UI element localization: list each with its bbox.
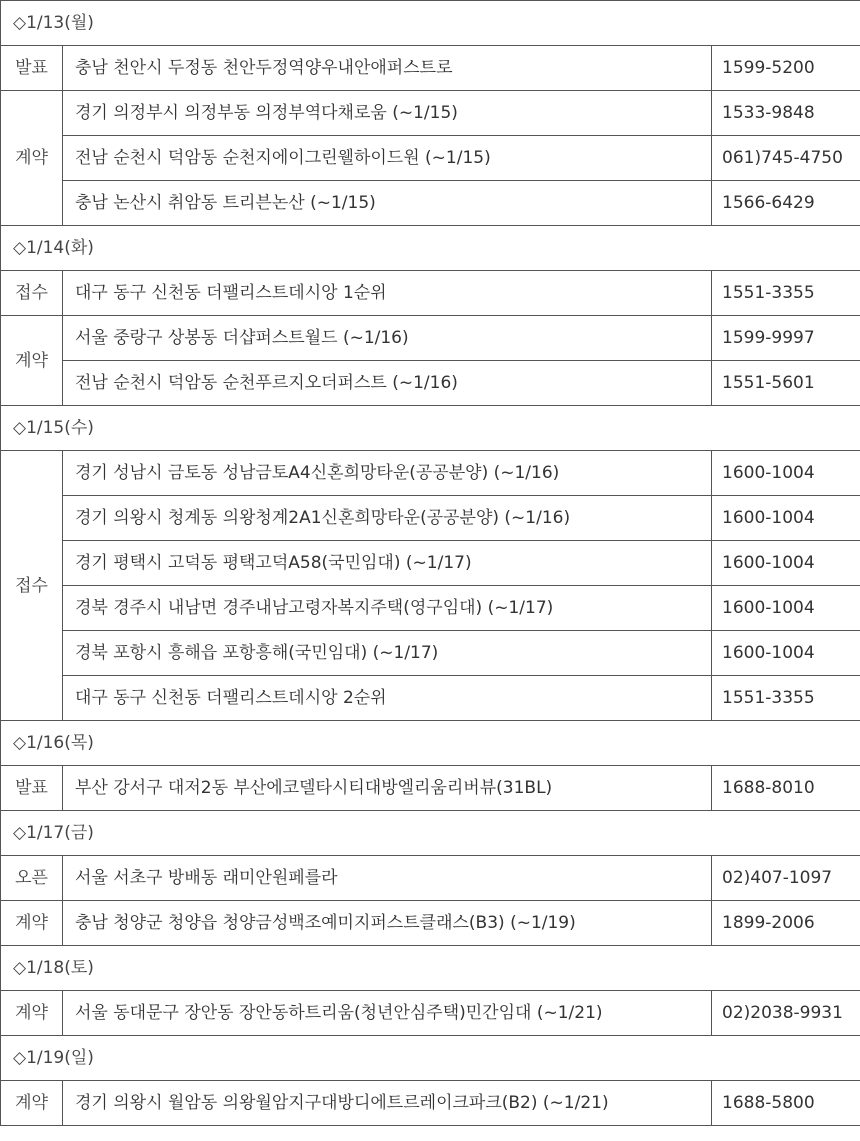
table-row [1,496,860,541]
listing-description: 경기 성남시 금토동 성남금토A4신혼희망타운(공공분양) (~1/16) [63,451,712,496]
table-row [1,46,860,91]
phone-number: 02)2038-9931 [712,991,860,1036]
listing-description: 서울 중랑구 상봉동 더샵퍼스트월드 (~1/16) [63,316,712,361]
phone-number: 1600-1004 [712,586,860,631]
day-label: ◇1/14(화) [1,226,860,271]
table-row [1,1081,860,1126]
table-row [1,856,860,901]
phone-number: 1688-5800 [712,1081,860,1126]
listing-description: 경기 평택시 고덕동 평택고덕A58(국민임대) (~1/17) [63,541,712,586]
category-cell: 발표 [1,766,63,811]
day-header-row [1,811,860,856]
listing-description: 경기 의왕시 월암동 의왕월암지구대방디에트르레이크파크(B2) (~1/21) [63,1081,712,1126]
listing-description: 부산 강서구 대저2동 부산에코델타시티대방엘리움리버뷰(31BL) [63,766,712,811]
phone-number: 1551-3355 [712,271,860,316]
category-cell: 접수 [1,451,63,721]
table-row [1,451,860,496]
listing-description: 충남 청양군 청양읍 청양금성백조예미지퍼스트클래스(B3) (~1/19) [63,901,712,946]
listing-description: 대구 동구 신천동 더팰리스트데시앙 2순위 [63,676,712,721]
table-row [1,586,860,631]
table-row [1,631,860,676]
day-header-row [1,1036,860,1081]
table-row [1,271,860,316]
day-label: ◇1/19(일) [1,1036,860,1081]
day-header-row [1,946,860,991]
table-row [1,136,860,181]
phone-number: 02)407-1097 [712,856,860,901]
listing-description: 경북 포항시 흥해읍 포항흥해(국민임대) (~1/17) [63,631,712,676]
category-cell: 계약 [1,901,63,946]
phone-number: 1600-1004 [712,496,860,541]
table-row [1,541,860,586]
day-label: ◇1/18(토) [1,946,860,991]
phone-number: 1600-1004 [712,631,860,676]
phone-number: 1566-6429 [712,181,860,226]
phone-number: 1551-5601 [712,361,860,406]
table-row [1,316,860,361]
table-row [1,676,860,721]
listing-description: 충남 천안시 두정동 천안두정역양우내안애퍼스트로 [63,46,712,91]
day-label: ◇1/17(금) [1,811,860,856]
category-cell: 계약 [1,91,63,226]
phone-number: 1599-5200 [712,46,860,91]
listing-description: 충남 논산시 취암동 트리븐논산 (~1/15) [63,181,712,226]
listing-description: 전남 순천시 덕암동 순천지에이그린웰하이드원 (~1/15) [63,136,712,181]
phone-number: 1899-2006 [712,901,860,946]
phone-number: 1533-9848 [712,91,860,136]
category-cell: 계약 [1,991,63,1036]
phone-number: 1600-1004 [712,541,860,586]
category-cell: 계약 [1,316,63,406]
listing-description: 서울 서초구 방배동 래미안원페를라 [63,856,712,901]
listing-description: 경기 의왕시 청계동 의왕청계2A1신혼희망타운(공공분양) (~1/16) [63,496,712,541]
category-cell: 계약 [1,1081,63,1126]
table-row [1,991,860,1036]
day-label: ◇1/13(월) [1,1,860,46]
listing-description: 대구 동구 신천동 더팰리스트데시앙 1순위 [63,271,712,316]
table-row [1,91,860,136]
day-header-row [1,1,860,46]
phone-number: 1599-9997 [712,316,860,361]
day-header-row [1,721,860,766]
listing-description: 서울 동대문구 장안동 장안동하트리움(청년안심주택)민간임대 (~1/21) [63,991,712,1036]
category-cell: 발표 [1,46,63,91]
listing-description: 경기 의정부시 의정부동 의정부역다채로움 (~1/15) [63,91,712,136]
table-row [1,361,860,406]
phone-number: 1600-1004 [712,451,860,496]
schedule-body [1,1,860,1126]
listing-description: 경북 경주시 내남면 경주내남고령자복지주택(영구임대) (~1/17) [63,586,712,631]
phone-number: 1551-3355 [712,676,860,721]
category-cell: 접수 [1,271,63,316]
table-row [1,901,860,946]
day-header-row [1,406,860,451]
day-header-row [1,226,860,271]
day-label: ◇1/15(수) [1,406,860,451]
phone-number: 1688-8010 [712,766,860,811]
table-row [1,766,860,811]
category-cell: 오픈 [1,856,63,901]
phone-number: 061)745-4750 [712,136,860,181]
listing-description: 전남 순천시 덕암동 순천푸르지오더퍼스트 (~1/16) [63,361,712,406]
table-row [1,181,860,226]
day-label: ◇1/16(목) [1,721,860,766]
